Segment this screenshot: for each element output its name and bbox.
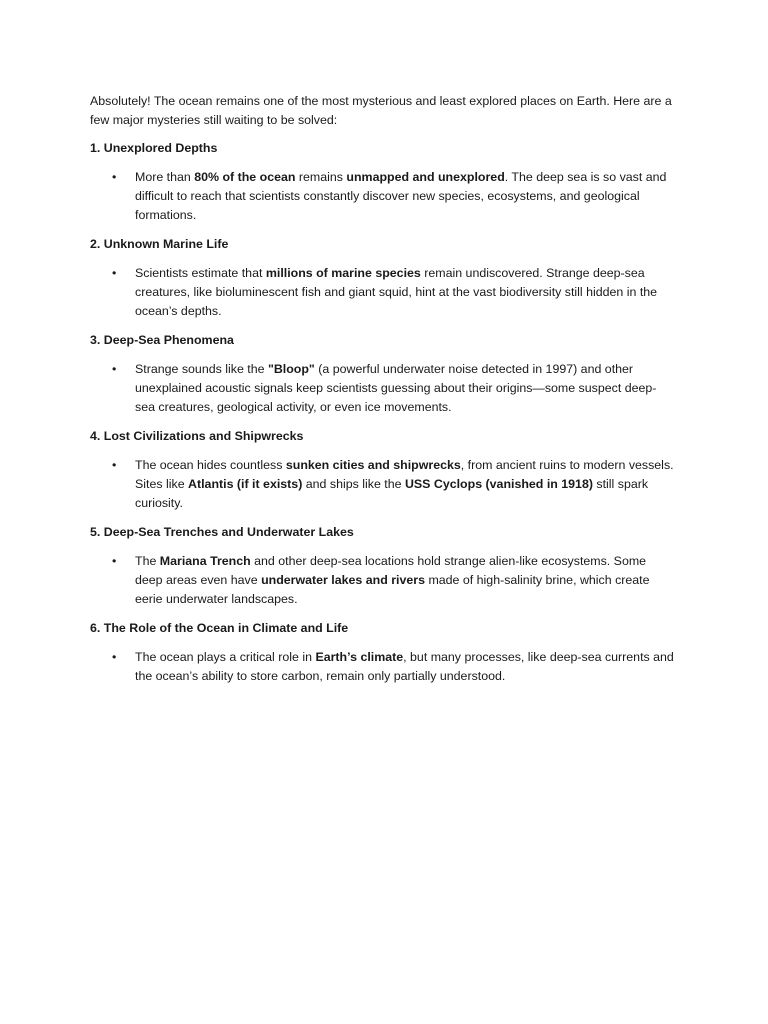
- bold-text: underwater lakes and rivers: [261, 573, 425, 587]
- body-text: , from ancient ruins to modern vessels. Sites like: [135, 458, 674, 491]
- sections-container: [90, 139, 690, 686]
- body-text: and other deep-sea locations hold strange alien-like ecosystems. Some deep areas even have: [135, 554, 647, 587]
- bold-text: unmapped and unexplored: [346, 170, 505, 184]
- bullet-icon: •: [112, 650, 117, 664]
- intro-paragraph: Absolutely! The ocean remains one of the most mysterious and least explored places on Earth. Here are a few major mysteries still waiting to be solved:: [90, 94, 672, 127]
- body-text: Strange sounds like the: [135, 362, 268, 376]
- bold-text: Atlantis (if it exists): [188, 477, 303, 491]
- bold-text: "Bloop": [267, 362, 315, 376]
- bullet-item: [90, 648, 675, 686]
- body-text: More than: [135, 170, 195, 184]
- bold-text: 80% of the ocean: [194, 170, 296, 184]
- bold-text: Earth’s climate: [315, 650, 404, 664]
- bullet-list: [90, 264, 690, 321]
- section-heading: 3. Deep-Sea Phenomena: [90, 333, 234, 347]
- bullet-list: [90, 456, 690, 513]
- body-text: The ocean plays a critical role in: [135, 650, 316, 664]
- body-text: The: [135, 554, 160, 568]
- bullet-item: [90, 168, 675, 225]
- bullet-item: [90, 264, 675, 321]
- bold-text: millions of marine species: [265, 266, 421, 280]
- bullet-icon: •: [112, 458, 117, 472]
- body-text: The ocean hides countless: [135, 458, 286, 472]
- document-page: [90, 90, 690, 696]
- body-text: . The deep sea is so vast and difficult to reach that scientists constantly discover new species, ecosystems, and geological formations.: [135, 170, 667, 222]
- section-heading: 1. Unexplored Depths: [90, 141, 218, 155]
- bold-text: USS Cyclops (vanished in 1918): [404, 477, 593, 491]
- body-text: remains: [295, 170, 347, 184]
- body-text: and ships like the: [302, 477, 405, 491]
- bullet-icon: •: [112, 266, 117, 280]
- section-heading: 6. The Role of the Ocean in Climate and Life: [90, 621, 349, 635]
- bullet-item: [90, 456, 675, 513]
- bullet-list: [90, 360, 690, 417]
- section-heading: 4. Lost Civilizations and Shipwrecks: [90, 429, 304, 443]
- bold-text: Mariana Trench: [159, 554, 251, 568]
- bullet-icon: •: [112, 554, 117, 568]
- body-text: (a powerful underwater noise detected in 1997) and other unexplained acoustic signals keep scientists guessing about their origins—some suspect deep-sea creatures, geological activity, or even ice movements.: [135, 362, 657, 414]
- bullet-list: [90, 552, 690, 609]
- bullet-icon: •: [112, 362, 117, 376]
- body-text: remain undiscovered. Strange deep-sea creatures, like bioluminescent fish and giant squid, hint at the vast biodiversity still hidden in the ocean’s depths.: [135, 266, 658, 318]
- bullet-item: [90, 552, 675, 609]
- section-heading: 5. Deep-Sea Trenches and Underwater Lakes: [90, 525, 354, 539]
- body-text: made of high-salinity brine, which create eerie underwater landscapes.: [135, 573, 650, 606]
- body-text: still spark curiosity.: [135, 477, 649, 510]
- body-text: , but many processes, like deep-sea currents and the ocean’s ability to store carbon, remain only partially understood.: [135, 650, 674, 683]
- bullet-item: [90, 360, 675, 417]
- body-text: Scientists estimate that: [135, 266, 266, 280]
- bold-text: sunken cities and shipwrecks: [285, 458, 461, 472]
- bullet-list: [90, 648, 690, 686]
- section-heading: 2. Unknown Marine Life: [90, 237, 229, 251]
- bullet-icon: •: [112, 170, 117, 184]
- bullet-list: [90, 168, 690, 225]
